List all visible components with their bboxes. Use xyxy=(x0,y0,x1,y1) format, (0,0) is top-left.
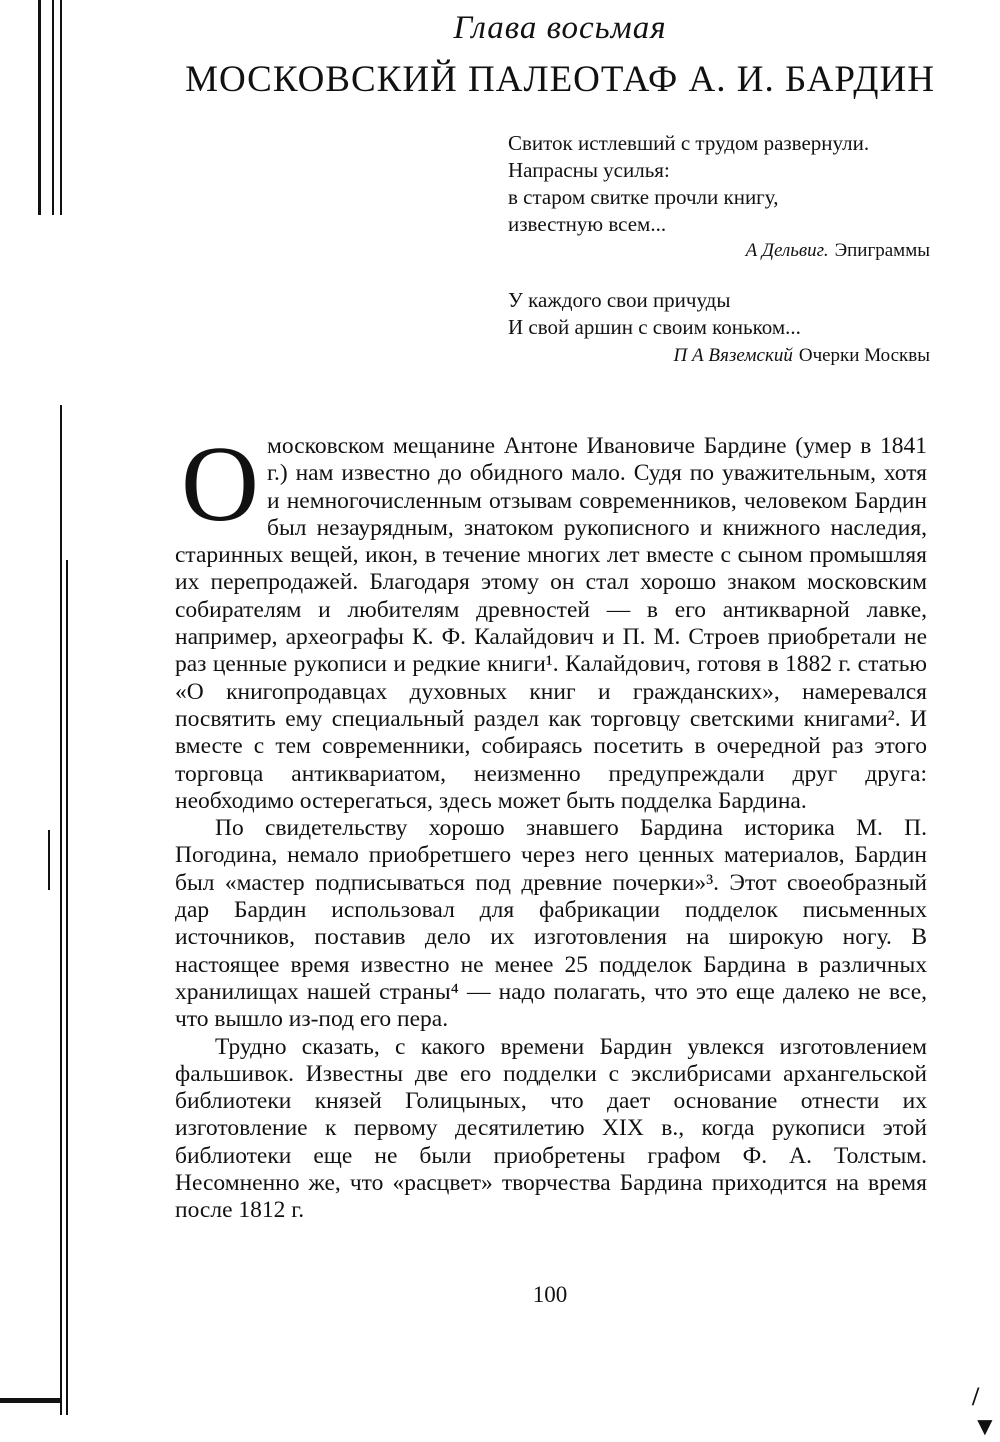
drop-cap: О xyxy=(181,425,259,544)
chapter-title: МОСКОВСКИЙ ПАЛЕОТАФ А. И. БАРДИН xyxy=(185,59,935,100)
epigraph-1 xyxy=(508,130,933,238)
chapter-label: Глава восьмая xyxy=(453,10,667,46)
epigraph-line: У каждого свои причуды xyxy=(508,288,731,312)
scan-edge-line xyxy=(60,405,62,1415)
epigraph-source: Эпиграммы xyxy=(834,240,930,261)
epigraph-line: в старом свитке прочли книгу, xyxy=(508,185,779,209)
epigraph-line: Свиток истлевший с трудом развернули. xyxy=(508,131,870,155)
epigraph-2 xyxy=(508,287,933,341)
paragraph-text: московском мещанине Антоне Ивановиче Бардине (умер в 1841 г.) нам известно до обидного мало. Судя по уважительным, хотя и немногочисленным отзывам современников, человеком Бардин был незаурядным, знатоком рукописного и книжного наследия, старинных вещей, икон, в течение многих лет вместе с сыном промышляя их перепродажей. Благодаря этому он стал хорошо знаком московским собирателям и любителям древностей — в его антикварной лавке, например, археографы К. Ф. Калайдович и П. М. Строев приобретали не раз ценные рукописи и редкие книги¹. Калайдович, готовя в 1882 г. статью «О книгопродавцах духовных книг и гражданских», намеревался посвятить ему специальный раздел как торговцу светскими книгами². И вместе с тем современники, собираясь посетить в очередной раз этого торговца антиквариатом, неизменно предупреждали друг друга: необходимо остерегаться, здесь может быть подделка Бардина. xyxy=(175,433,927,814)
scan-edge-line xyxy=(48,830,50,890)
epigraph-2-attribution xyxy=(674,345,930,367)
scan-edge-line xyxy=(0,1398,60,1403)
page-number: 100 xyxy=(532,1282,568,1307)
epigraph-author: А Дельвиг. xyxy=(745,240,829,261)
epigraph-source: Очерки Москвы xyxy=(798,345,930,366)
epigraph-line: И свой аршин с своим коньком... xyxy=(508,315,801,339)
corner-mark: /▼ xyxy=(972,1382,998,1441)
paragraph: Трудно сказать, с какого времени Бардин увлекся изготовлением фальшивок. Известны две его подделки с экслибрисами архангельской библиотеки князей Голицыных, что дает основание отнести их изготовление к первому десятилетию XIX в., когда рукописи этой библиотеки еще не были приобретены графом Ф. А. Толстым. Несомненно же, что «расцвет» творчества Бардина приходится на время после 1812 г. xyxy=(175,1033,927,1224)
epigraph-1-attribution xyxy=(746,240,930,262)
epigraph-author: П А Вяземский xyxy=(673,345,793,366)
paragraph xyxy=(175,425,927,815)
body-text xyxy=(175,425,927,1225)
paragraph: По свидетельству хорошо знавшего Бардина историка М. П. Погодина, немало приобретшего через него ценных материалов, Бардин был «мастер подписываться под древние почерки»³. Этот своеобразный дар Бардин использовал для фабрикации подделок письменных источников, поставив дело их изготовления на широкую ногу. В настоящее время известно не менее 25 подделок Бардина в различных хранилищах нашей страны⁴ — надо полагать, что это еще далеко не все, что вышло из-под его пера. xyxy=(175,815,927,1033)
epigraph-line: известную всем... xyxy=(508,212,667,236)
epigraph-line: Напрасны усилья: xyxy=(508,158,670,182)
